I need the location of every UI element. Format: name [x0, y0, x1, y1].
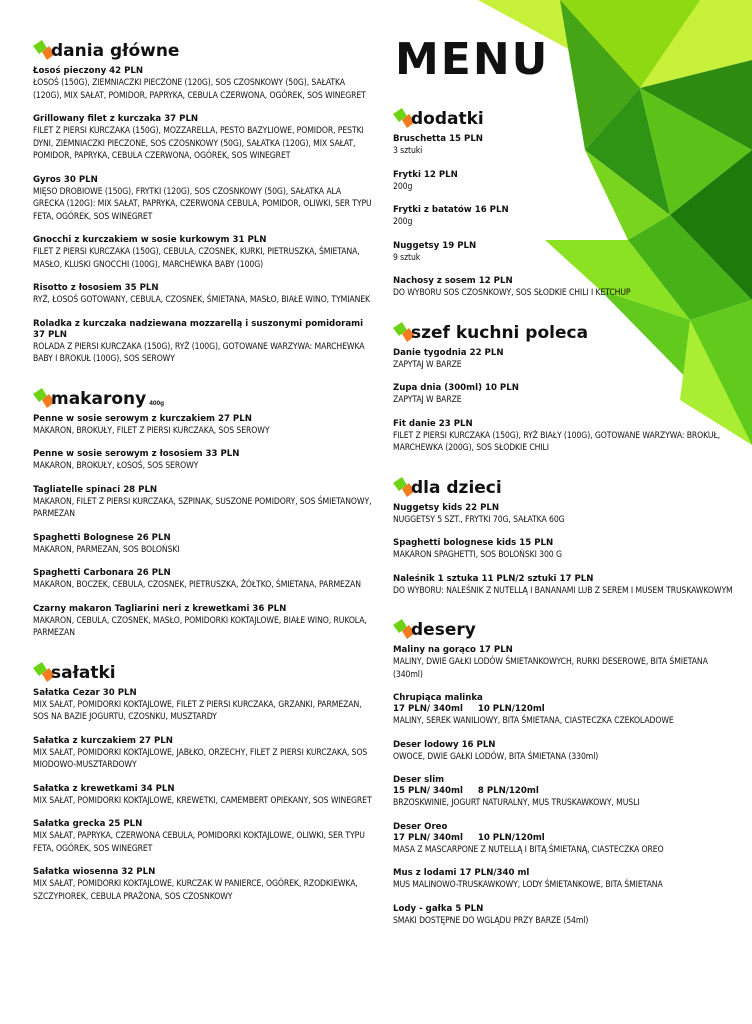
- item-name: Nuggetsy 19 PLN: [393, 240, 477, 251]
- item-name: Mus z lodami 17 PLN/340 ml: [393, 868, 530, 878]
- item-name: Roladka z kurczaka nadziewana mozzarellą i suszonymi pomidorami 37 PLN: [33, 318, 367, 340]
- item-name: Deser Oreo 17 PLN/ 340ml 10 PLN/120ml: [393, 821, 545, 843]
- menu-item: [33, 688, 373, 724]
- section-heading: [33, 382, 373, 408]
- item-description: OWOCE, DWIE GAŁKI LODÓW, BITA ŚMIETANA (330ml): [393, 751, 599, 762]
- menu-item: [393, 740, 733, 764]
- item-name: Sałatka z krewetkami 34 PLN: [33, 783, 175, 794]
- item-name: Fit danie 23 PLN: [393, 418, 473, 429]
- item-name: Bruschetta 15 PLN: [393, 134, 483, 144]
- item-description: 200g: [393, 217, 413, 227]
- menu-item: [33, 283, 373, 307]
- item-description: RYŻ, ŁOSOŚ GOTOWANY, CEBULA, CZOSNEK, ŚMIETANA, MASŁO, BIAŁE WINO, TYMIANEK: [33, 295, 371, 305]
- item-description: MAKARON, PARMEZAN, SOS BOLOŃSKI: [33, 544, 180, 555]
- menu-item: [33, 235, 373, 271]
- menu-item: [393, 574, 733, 598]
- menu-item: [33, 414, 373, 438]
- item-description: MIX SAŁAT, PAPRYKA, CZERWONA CEBULA, POMIDORKI KOKTAJLOWE, OLIWKI, SER TYPU FETA, OGÓREK, SOS WINEGRET: [33, 831, 365, 854]
- menu-item: [33, 449, 373, 473]
- section-szef-kuchni-poleca: [393, 316, 733, 455]
- item-description: SMAKI DOSTĘPNE DO WGLĄDU PRZY BARZE (54ml): [393, 915, 589, 926]
- item-description: MALINY, SEREK WANILIOWY, BITA ŚMIETANA, CIASTECZKA CZEKOLADOWE: [393, 716, 674, 726]
- section-dla-dzieci: [393, 471, 733, 598]
- section-dodatki: [393, 102, 733, 300]
- menu-item: [33, 736, 373, 772]
- menu-item: [33, 175, 373, 224]
- menu-item: [33, 485, 373, 521]
- item-description: NUGGETSY 5 SZT., FRYTKI 70G, SAŁATKA 60G: [393, 514, 565, 525]
- menu-item: [33, 66, 373, 102]
- item-description: MIX SAŁAT, POMIDORKI KOKTAJLOWE, FILET Z PIERSI KURCZAKA, GRZANKI, PARMEZAN, SOS NA BAZIE JOGURTU, CZOSNKU, MUSZTARDY: [33, 699, 362, 722]
- menu-item: [393, 383, 733, 407]
- item-name: Nachosy z sosem 12 PLN: [393, 276, 513, 286]
- menu-item: [33, 784, 373, 808]
- item-name: Spaghetti Bolognese 26 PLN: [33, 532, 171, 543]
- item-description: MAKARON, BROKUŁY, ŁOSOŚ, SOS SEROWY: [33, 461, 199, 471]
- section-note: 400g: [149, 399, 165, 407]
- item-name: Czarny makaron Tagliarini neri z krewetkami 36 PLN: [33, 603, 287, 614]
- item-name: Spaghetti Carbonara 26 PLN: [33, 568, 171, 578]
- item-description: MALINY, DWIE GAŁKI LODÓW ŚMIETANKOWYCH, RURKI DESEROWE, BITA ŚMIETANA (340ml): [393, 657, 708, 680]
- item-description: FILET Z PIERSI KURCZAKA (150G), RYŻ BIAŁY (100G), GOTOWANE WARZYWA: BROKUŁ, MARCHEWKA (200G), SOS SŁODKIE CHILI: [393, 430, 721, 453]
- item-description: MAKARON, BOCZEK, CEBULA, CZOSNEK, PIETRUSZKA, ŻÓŁTKO, ŚMIETANA, PARMEZAN: [33, 580, 361, 590]
- section-dania-glowne: [33, 34, 373, 366]
- item-description: ZAPYTAJ W BARZE: [393, 395, 462, 405]
- item-description: ZAPYTAJ W BARZE: [393, 359, 462, 370]
- left-column: [33, 34, 373, 919]
- item-description: DO WYBORU SOS CZOSNKOWY, SOS SŁODKIE CHILI I KETCHUP: [393, 288, 631, 298]
- item-name: Frytki 12 PLN: [393, 169, 458, 180]
- item-name: Deser lodowy 16 PLN: [393, 739, 496, 750]
- item-description: FILET Z PIERSI KURCZAKA (150G), MOZZARELLA, PESTO BAZYLIOWE, POMIDOR, PESTKI DYNI, ZIEMNIACZKI PIECZONE, SOS CZOSNKOWY (50G), SAŁATKA (120G), MIX SAŁAT, POMIDOR, PAPRYKA, CEBULA CZERWONA, OGÓREK, SOS WINEGRET: [33, 126, 364, 161]
- section-heading: [33, 34, 373, 60]
- item-name: Chrupiąca malinka 17 PLN/ 340ml 10 PLN/120ml: [393, 693, 545, 714]
- item-description: MIX SAŁAT, POMIDORKI KOKTAJLOWE, JABŁKO, ORZECHY, FILET Z PIERSI KURCZAKA, SOS MIODOWO-MUSZTARDOWY: [33, 747, 368, 770]
- item-name: Sałatka z kurczakiem 27 PLN: [33, 735, 173, 746]
- item-description: MAKARON, FILET Z PIERSI KURCZAKA, SZPINAK, SUSZONE POMIDORY, SOS ŚMIETANOWY, PARMEZAN: [33, 496, 372, 519]
- section-heading: [393, 316, 733, 342]
- menu-item: [33, 114, 373, 163]
- item-name: Tagliatelle spinaci 28 PLN: [33, 484, 158, 495]
- item-description: DO WYBORU: NALEŚNIK Z NUTELLĄ I BANANAMI LUB Z SEREM I MUSEM TRUSKAWKOWYM: [393, 585, 733, 596]
- item-name: Grillowany filet z kurczaka 37 PLN: [33, 114, 199, 124]
- section-title: dodatki: [411, 109, 484, 129]
- item-name: Maliny na gorąco 17 PLN: [393, 645, 513, 655]
- item-name: Penne w sosie serowym z łososiem 33 PLN: [33, 449, 240, 459]
- item-name: Naleśnik 1 sztuka 11 PLN/2 sztuki 17 PLN: [393, 573, 594, 584]
- menu-item: [33, 319, 373, 366]
- item-description: MIX SAŁAT, POMIDORKI KOKTAJLOWE, KURCZAK W PANIERCE, OGÓREK, RZODKIEWKA, SZCZYPIOREK, CEBULA PRAŻONA, SOS CZOSNKOWY: [33, 879, 358, 902]
- section-heading: [393, 471, 733, 497]
- menu-item: [33, 867, 373, 903]
- item-name: Penne w sosie serowym z kurczakiem 27 PLN: [33, 413, 252, 424]
- item-description: 9 sztuk: [393, 252, 421, 263]
- left-sections: [33, 34, 373, 903]
- item-name: Gnocchi z kurczakiem w sosie kurkowym 31 PLN: [33, 235, 267, 245]
- item-description: ROLADA Z PIERSI KURCZAKA (150G), RYŻ (100G), GOTOWANE WARZYWA: MARCHEWKA BABY I BROKUŁ (100G), SOS SEROWY: [33, 341, 365, 364]
- item-name: Gyros 30 PLN: [33, 174, 98, 185]
- item-description: MASA Z MASCARPONE Z NUTELLĄ I BITĄ ŚMIETANĄ, CIASTECZKA OREO: [393, 844, 664, 855]
- item-name: Zupa dnia (300ml) 10 PLN: [393, 383, 519, 393]
- section-heading: [393, 613, 733, 639]
- item-name: Deser slim 15 PLN/ 340ml 8 PLN/120ml: [393, 775, 539, 796]
- menu-title: MENU: [395, 34, 550, 85]
- item-name: Risotto z łososiem 35 PLN: [33, 283, 159, 293]
- section-title: desery: [411, 620, 476, 640]
- item-description: MAKARON, CEBULA, CZOSNEK, MASŁO, POMIDORKI KOKTAJLOWE, BIAŁE WINO, RUKOLA, PARMEZAN: [33, 615, 367, 638]
- menu-item: [393, 645, 733, 681]
- item-description: 200g: [393, 181, 413, 192]
- item-description: MAKARON, BROKUŁY, FILET Z PIERSI KURCZAKA, SOS SEROWY: [33, 425, 270, 436]
- right-sections: [393, 102, 733, 927]
- section-makarony: [33, 382, 373, 640]
- section-salatki: [33, 656, 373, 904]
- section-heading: [393, 102, 733, 128]
- menu-item: [393, 134, 733, 158]
- menu-item: [393, 868, 733, 892]
- item-name: Spaghetti bolognese kids 15 PLN: [393, 538, 554, 548]
- menu-item: [393, 241, 733, 265]
- item-description: BRZOSKWINIE, JOGURT NATURALNY, MUS TRUSKAWKOWY, MUSLI: [393, 798, 640, 808]
- item-description: MAKARON SPAGHETTI, SOS BOLOŃSKI 300 G: [393, 550, 562, 560]
- section-desery: [393, 613, 733, 927]
- menu-item: [393, 538, 733, 562]
- menu-item: [393, 693, 733, 728]
- item-description: MIĘSO DROBIOWE (150G), FRYTKI (120G), SOS CZOSNKOWY (50G), SAŁATKA ALA GRECKA (120G): MIX SAŁAT, PAPRYKA, CZERWONA CEBULA, POMIDOR, OLIWKI, SER TYPU FETA, OGÓREK, SOS WINEGRET: [33, 186, 372, 222]
- item-name: Lody - gałka 5 PLN: [393, 903, 484, 914]
- menu-item: [393, 775, 733, 810]
- right-column: [393, 34, 733, 943]
- item-name: Sałatka Cezar 30 PLN: [33, 687, 137, 698]
- menu-item: [33, 533, 373, 557]
- menu-item: [393, 348, 733, 372]
- menu-item: [393, 822, 733, 857]
- section-title: makarony: [51, 388, 147, 409]
- section-title: dania główne: [51, 41, 180, 61]
- menu-item: [393, 276, 733, 300]
- section-title: dla dzieci: [411, 477, 502, 498]
- item-name: Sałatka grecka 25 PLN: [33, 819, 143, 829]
- item-name: Danie tygodnia 22 PLN: [393, 347, 504, 358]
- item-description: MIX SAŁAT, POMIDORKI KOKTAJLOWE, KREWETKI, CAMEMBERT OPIEKANY, SOS WINEGRET: [33, 795, 372, 806]
- item-name: Frytki z batatów 16 PLN: [393, 205, 509, 215]
- item-description: FILET Z PIERSI KURCZAKA (150G), CEBULA, CZOSNEK, KURKI, PIETRUSZKA, ŚMIETANA, MASŁO, KLUSKI GNOCCHI (100G), MARCHEWKA BABY (100G): [33, 247, 360, 270]
- menu-item: [33, 604, 373, 640]
- item-description: MUS MALINOWO-TRUSKAWKOWY, LODY ŚMIETANKOWE, BITA ŚMIETANA: [393, 880, 663, 890]
- menu-item: [393, 205, 733, 229]
- menu-item: [393, 904, 733, 928]
- section-title: sałatki: [51, 662, 116, 683]
- item-description: 3 sztuki: [393, 146, 423, 156]
- menu-item: [33, 819, 373, 855]
- section-heading: [33, 656, 373, 682]
- item-description: ŁOSOŚ (150G), ZIEMNIACZKI PIECZONE (120G), SOS CZOSNKOWY (50G), SAŁATKA (120G), MIX SAŁAT, POMIDOR, PAPRYKA, CEBULA CZERWONA, OGÓREK, SOS WINEGRET: [33, 78, 366, 101]
- item-name: Łosoś pieczony 42 PLN: [33, 66, 144, 76]
- menu-item: [393, 503, 733, 527]
- item-name: Nuggetsy kids 22 PLN: [393, 502, 500, 513]
- section-title: szef kuchni poleca: [411, 322, 589, 343]
- item-name: Sałatka wiosenna 32 PLN: [33, 867, 156, 877]
- menu-item: [393, 419, 733, 455]
- menu-item: [33, 568, 373, 592]
- menu-item: [393, 170, 733, 194]
